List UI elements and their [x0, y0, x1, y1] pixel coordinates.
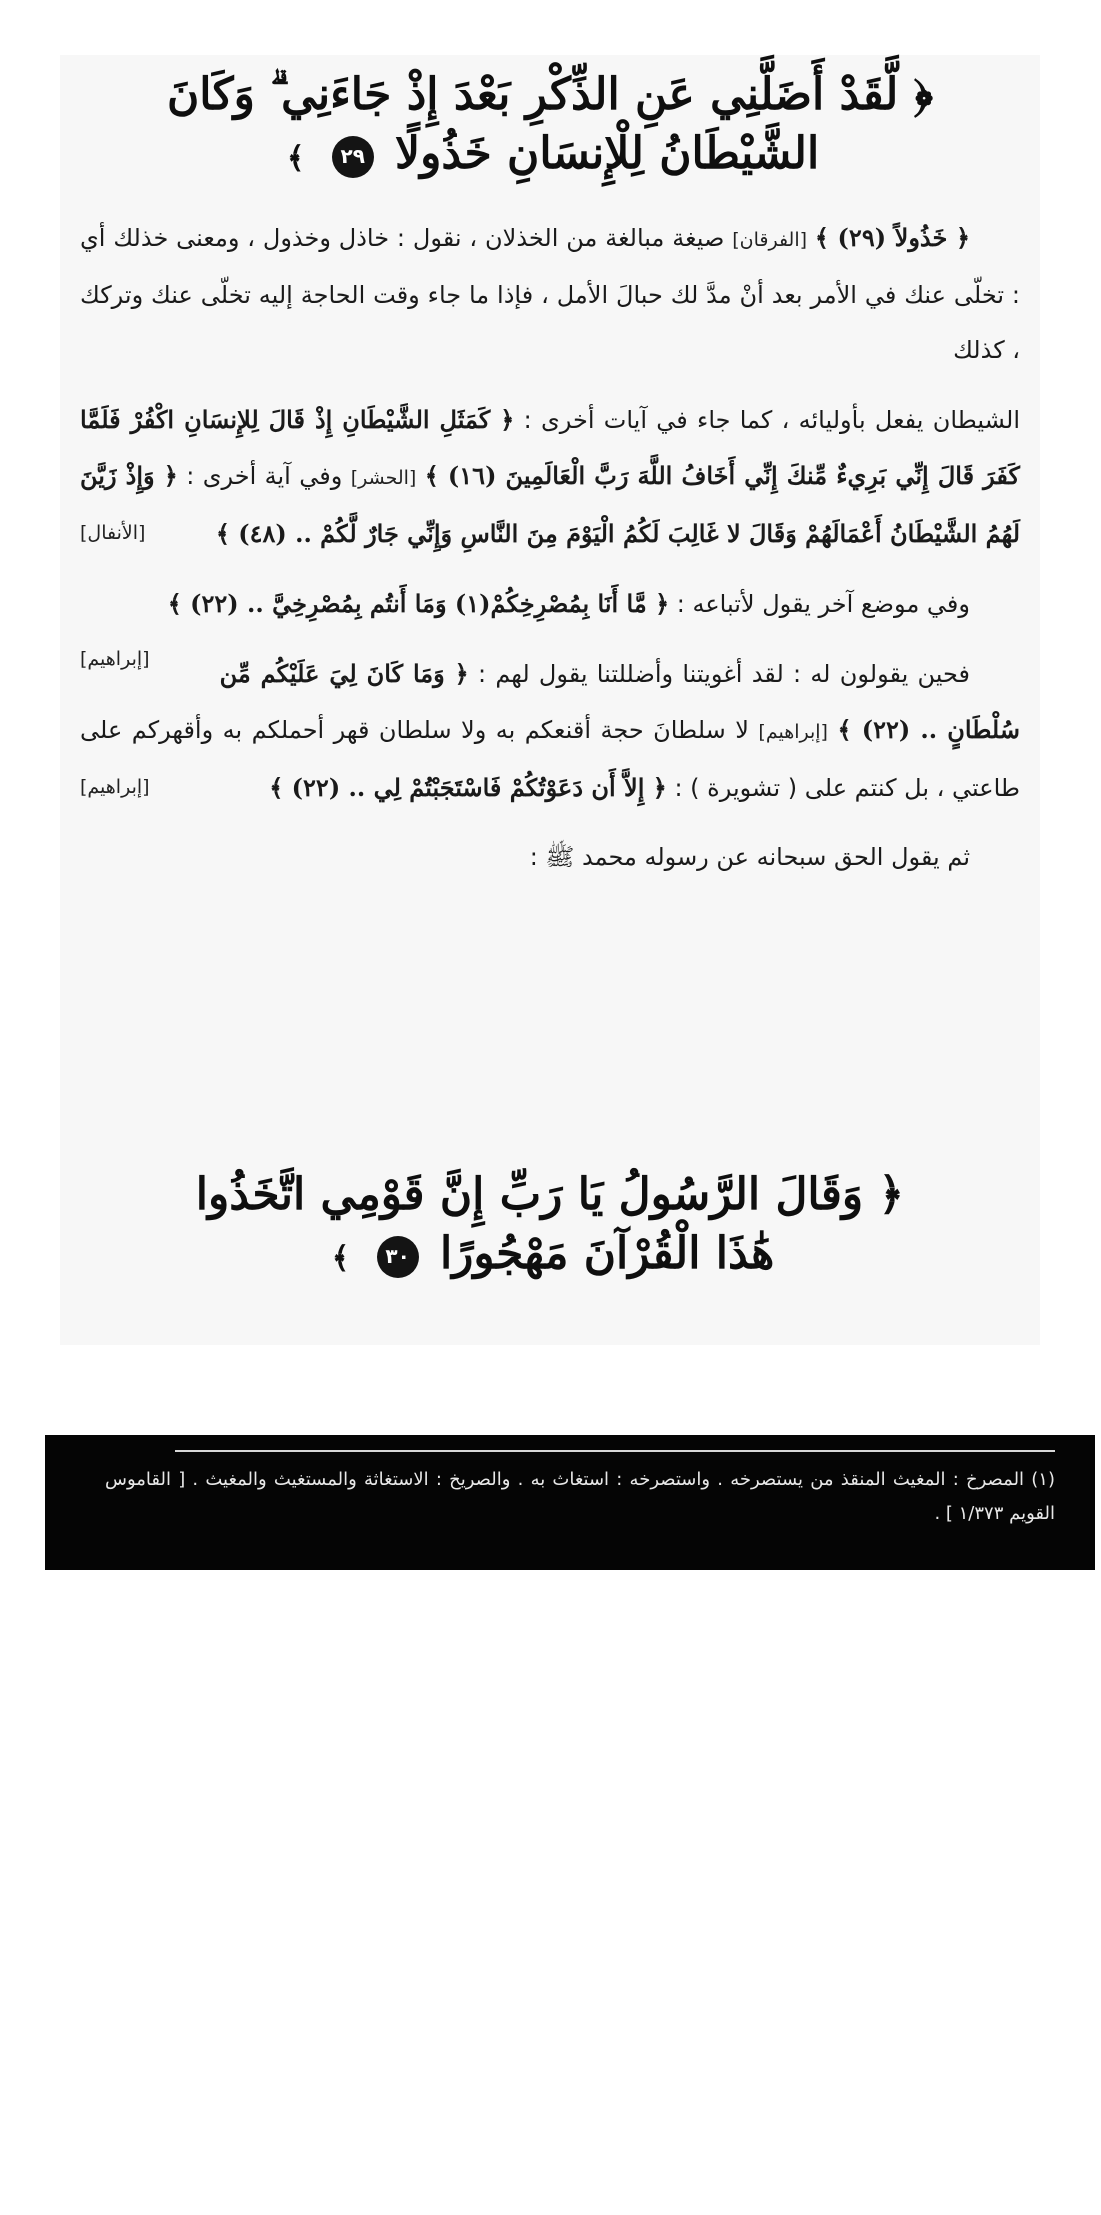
paragraph-3 — [80, 576, 1020, 670]
verse-top — [60, 65, 1040, 184]
surah-reference: [الفرقان] — [732, 229, 808, 251]
verse-top-line-1: ﴿ لَّقَدْ أَضَلَّنِي عَنِ الذِّكْرِ بَعْدَ إِذْ جَاءَنِي ۗ وَكَانَ — [166, 69, 934, 120]
verse-bottom-line-2-text: هَٰذَا الْقُرْآنَ مَهْجُورًا — [439, 1228, 775, 1280]
surah-reference: [الحشر] — [350, 467, 417, 489]
paragraph-2 — [80, 392, 1020, 562]
footnote-divider — [175, 1450, 1055, 1452]
paragraph-text: وفي موضع آخر يقول لأتباعه : — [676, 590, 970, 618]
ayah-number-badge: ٢٩ — [332, 136, 374, 178]
footnote-panel — [45, 1435, 1095, 1570]
verse-bottom-line-2 — [60, 1224, 1040, 1283]
paragraph-5 — [80, 830, 1020, 885]
surah-reference: [إبراهيم] — [758, 721, 828, 743]
paragraph-1 — [80, 210, 1020, 378]
paragraph-text: صيغة مبالغة من الخذلان ، نقول : خاذل وخذول ، ومعنى خذلك أي : تخلّى عنك في الأمر بعد أنْ مدَّ لك حبالَ الأمل ، فإذا ما جاء وقت الحاجة إليه تخلّى عنك وتركك ، كذلك — [80, 224, 1020, 364]
commentary-body — [80, 210, 1020, 899]
surah-reference: [إبراهيم] — [80, 776, 150, 798]
paragraph-text: لا سلطانَ حجة أقنعكم به ولا سلطان قهر أحملكم به وأقهركم على طاعتي ، بل كنتم على ( تشويرة ) : — [80, 716, 1020, 802]
document-page — [60, 55, 1040, 1345]
quote: ﴿ وَإِذْ زَيَّنَ لَهُمُ الشَّيْطَانُ أَعْمَالَهُمْ وَقَالَ لا غَالِبَ لَكُمُ الْيَوْمَ مِنَ النَّاسِ وَإِنِّي جَارٌ لَّكُمْ .. (٤٨) ﴾ — [80, 461, 1020, 548]
verse-top-line-2 — [60, 124, 1040, 183]
quote: ﴿ كَمَثَلِ الشَّيْطَانِ إِذْ قَالَ لِلإِنسَانِ اكْفُرْ فَلَمَّا كَفَرَ قَالَ إِنِّي بَرِيءٌ مِّنكَ إِنِّي أَخَافُ اللَّهَ رَبَّ الْعَالَمِينَ (١٦) ﴾ — [80, 405, 1020, 490]
verse-end-ornament-icon: ﴾ — [286, 141, 305, 177]
quote: ﴿ إِلاَّ أَن دَعَوْتُكُمْ فَاسْتَجَبْتُمْ لِي .. (٢٢) ﴾ — [269, 773, 667, 802]
paragraph-text: وفي آية أخرى : — [186, 462, 343, 490]
paragraph-4 — [80, 646, 1020, 816]
verse-end-ornament-icon: ﴾ — [331, 1241, 350, 1277]
surah-reference: [الأنفال] — [80, 522, 146, 544]
verse-bottom-line-1: ﴿ وَقَالَ الرَّسُولُ يَا رَبِّ إِنَّ قَوْمِي اتَّخَذُوا — [195, 1169, 905, 1220]
ayah-number-badge: ٣٠ — [377, 1236, 419, 1278]
verse-bottom — [60, 1165, 1040, 1284]
verse-top-line-2-text: الشَّيْطَانُ لِلْإِنسَانِ خَذُولًا — [395, 128, 820, 180]
quote: ﴿ وَمَا كَانَ لِيَ عَلَيْكُم مِّن سُلْطَانٍ .. (٢٢) ﴾ — [219, 659, 1020, 744]
paragraph-text: فحين يقولون له : لقد أغويتنا وأضللتنا يقول لهم : — [478, 660, 970, 688]
paragraph-text: الشيطان يفعل بأوليائه ، كما جاء في آيات أخرى : — [523, 406, 1020, 434]
paragraph-text: ثم يقول الحق سبحانه عن رسوله محمد ﷺ : — [529, 843, 970, 871]
footnote-text: (١) المصرخ : المغيث المنقذ من يستصرخه . واستصرخه : استغاث به . والصريخ : الاستغاثة والمستغيث والمغيث . [ القاموس القويم ١/٣٧٣ ] . — [105, 1469, 1055, 1524]
quote: ﴿ مَّا أَنَا بِمُصْرِخِكُمْ(١) وَمَا أَنتُم بِمُصْرِخِيَّ .. (٢٢) ﴾ — [167, 589, 670, 618]
surah-reference: [إبراهيم] — [80, 648, 150, 670]
quote: ﴿ خَذُولاً (٢٩) ﴾ — [814, 223, 971, 252]
